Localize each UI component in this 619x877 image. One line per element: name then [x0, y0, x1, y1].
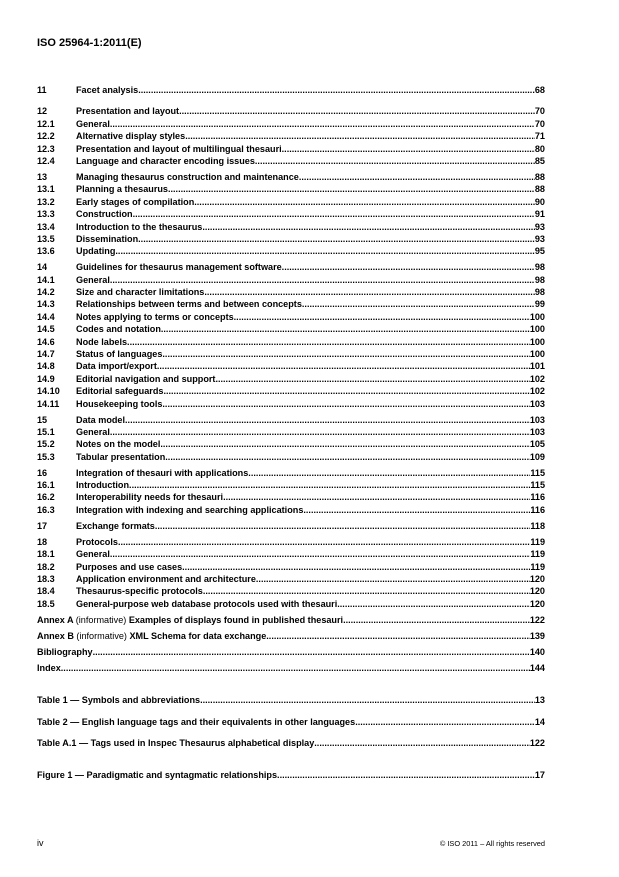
toc-entry-page: 98 — [534, 262, 545, 273]
page-number: iv — [37, 838, 44, 848]
dot-leader — [223, 491, 530, 503]
toc-entry-title: Guidelines for thesaurus management software — [76, 262, 282, 273]
spacer — [37, 96, 545, 105]
dot-leader — [248, 467, 530, 479]
toc-entry-page: 103 — [529, 414, 545, 425]
toc-entry-number: 14.9 — [37, 373, 55, 384]
dot-leader — [165, 451, 530, 463]
toc-entry-page: 93 — [534, 221, 545, 232]
toc-entry-title: Language and character encoding issues — [76, 155, 255, 166]
toc-entry[interactable] — [37, 171, 545, 183]
dot-leader — [256, 573, 530, 585]
dot-leader — [343, 614, 530, 626]
toc-entry[interactable] — [37, 414, 545, 426]
toc-entry-title: Status of languages — [76, 349, 163, 359]
dot-leader — [110, 548, 530, 560]
toc-entry-number: 18.5 — [37, 598, 55, 609]
dot-leader — [133, 208, 535, 220]
toc-entry[interactable] — [37, 286, 545, 298]
toc-entry-title: Notes on the model — [76, 439, 161, 450]
toc-entry-page: 71 — [534, 131, 545, 142]
toc-entry-title: General-purpose web database protocols used with thesauri — [76, 598, 338, 609]
dot-leader — [200, 694, 535, 706]
toc-entry-title: Data import/export — [76, 361, 157, 372]
toc-entry[interactable] — [37, 130, 545, 142]
annex-title: Examples of displays found in published thesauri — [128, 614, 344, 625]
dot-leader — [138, 84, 535, 96]
toc-entry[interactable] — [37, 438, 545, 450]
toc-entry[interactable] — [37, 84, 545, 96]
toc-entry-title: Introduction — [76, 480, 130, 491]
toc-entry-page: 116 — [530, 504, 545, 515]
toc-entry[interactable] — [37, 573, 545, 585]
toc-entry-number: 17 — [37, 520, 48, 531]
toc-entry-title: Updating — [76, 246, 116, 257]
back-matter-entry[interactable] — [37, 662, 545, 674]
toc-entry-page: 120 — [529, 574, 545, 585]
dot-leader — [125, 414, 530, 426]
table-title: Table 2 — English language tags and their equivalents in other languages — [37, 716, 356, 727]
toc-entry[interactable] — [37, 398, 545, 410]
annex-entry[interactable] — [37, 614, 545, 626]
figure-title: Figure 1 — Paradigmatic and syntagmatic relationships — [37, 770, 278, 781]
dot-leader — [127, 336, 530, 348]
annex-kind: (informative) — [76, 630, 127, 641]
toc-entry-number: 14.8 — [37, 361, 55, 372]
dot-leader — [255, 155, 535, 167]
table-of-contents — [37, 84, 545, 782]
dot-leader — [93, 646, 530, 658]
toc-entry[interactable] — [37, 323, 545, 335]
dot-leader — [129, 479, 530, 491]
toc-entry[interactable] — [37, 274, 545, 286]
toc-entry-number: 18.4 — [37, 586, 55, 597]
dot-leader — [266, 630, 530, 642]
toc-entry-page: 102 — [529, 386, 545, 397]
toc-entry-page: 98 — [534, 274, 545, 285]
dot-leader — [303, 504, 530, 516]
dot-leader — [355, 716, 535, 728]
dot-leader — [182, 561, 530, 573]
dot-leader — [155, 520, 530, 532]
toc-entry-number: 16.2 — [37, 492, 55, 503]
dot-leader — [234, 311, 530, 323]
dot-leader — [337, 598, 530, 610]
dot-leader — [110, 118, 535, 130]
dot-leader — [162, 348, 529, 360]
toc-entry-page: 90 — [534, 196, 545, 207]
back-matter-title: Index — [37, 662, 61, 673]
toc-entry-title: Application environment and architecture — [76, 574, 256, 585]
back-matter-page: 144 — [529, 662, 545, 673]
toc-entry[interactable] — [37, 143, 545, 155]
toc-entry-number: 14.5 — [37, 324, 55, 335]
toc-entry-title: Codes and notation — [76, 324, 161, 335]
toc-entry[interactable] — [37, 311, 545, 323]
annex-entry[interactable] — [37, 630, 545, 642]
toc-entry-title: Integration of thesauri with applications — [76, 467, 249, 478]
toc-entry[interactable] — [37, 491, 545, 503]
toc-entry-title: Facet analysis — [76, 85, 139, 95]
toc-entry-number: 14.2 — [37, 287, 55, 298]
dot-leader — [215, 373, 529, 385]
toc-entry-title: Data model — [76, 414, 126, 425]
toc-entry-number: 14.7 — [37, 349, 55, 359]
spacer — [37, 707, 545, 716]
toc-entry-number: 15.3 — [37, 451, 55, 462]
toc-entry-title: Housekeeping tools — [76, 398, 163, 409]
toc-entry-page: 119 — [530, 561, 545, 572]
dot-leader — [110, 426, 530, 438]
dot-leader — [118, 536, 530, 548]
dot-leader — [138, 233, 535, 245]
toc-entry-title: Relationships between terms and between concepts — [76, 299, 302, 310]
toc-entry[interactable] — [37, 261, 545, 273]
toc-entry[interactable] — [37, 451, 545, 463]
toc-entry[interactable] — [37, 221, 545, 233]
toc-entry-number: 15.1 — [37, 426, 55, 437]
toc-entry-page: 91 — [534, 209, 545, 220]
toc-entry[interactable] — [37, 105, 545, 117]
toc-entry-title: Size and character limitations — [76, 287, 205, 298]
table-page: 122 — [529, 737, 545, 748]
toc-entry-title: Editorial safeguards — [76, 386, 164, 397]
toc-entry-page: 100 — [529, 336, 545, 347]
toc-entry[interactable] — [37, 196, 545, 208]
dot-leader — [157, 360, 530, 372]
toc-entry-page: 100 — [529, 311, 545, 322]
toc-entry-page: 70 — [534, 106, 545, 117]
annex-entry-page: 122 — [529, 614, 545, 625]
toc-entry[interactable] — [37, 183, 545, 195]
dot-leader — [277, 769, 535, 781]
table-title: Table 1 — Symbols and abbreviations — [37, 695, 201, 706]
toc-entry[interactable] — [37, 548, 545, 560]
document-id-header: ISO 25964-1:2011(E) — [37, 37, 142, 49]
toc-entry-page: 115 — [530, 480, 545, 491]
toc-entry-number: 16 — [37, 467, 48, 478]
toc-entry[interactable] — [37, 504, 545, 516]
toc-entry[interactable] — [37, 208, 545, 220]
toc-entry-number: 12.3 — [37, 143, 55, 154]
toc-entry-number: 18 — [37, 536, 48, 547]
toc-entry-title: Thesaurus-specific protocols — [76, 586, 203, 597]
toc-entry[interactable] — [37, 155, 545, 167]
toc-entry-page: 109 — [529, 451, 545, 462]
dot-leader — [314, 737, 530, 749]
toc-entry-page: 99 — [534, 299, 545, 310]
dot-leader — [163, 385, 529, 397]
toc-entry-page: 101 — [529, 361, 545, 372]
toc-entry-number: 11 — [37, 85, 47, 95]
toc-entry[interactable] — [37, 118, 545, 130]
toc-entry-page: 88 — [534, 171, 545, 182]
spacer — [37, 749, 545, 769]
toc-entry-page: 120 — [529, 586, 545, 597]
toc-entry-page: 88 — [534, 184, 545, 195]
toc-entry[interactable] — [37, 598, 545, 610]
toc-entry-title: Tabular presentation — [76, 451, 166, 462]
toc-entry-page: 102 — [529, 373, 545, 384]
toc-entry-title: General — [76, 549, 110, 560]
toc-entry-title: Purposes and use cases — [76, 561, 183, 572]
annex-entry-title — [37, 630, 266, 642]
toc-entry-number: 16.3 — [37, 504, 55, 515]
dot-leader — [160, 438, 529, 450]
figure-list-entry[interactable] — [37, 769, 545, 781]
toc-entry-title: Presentation and layout of multilingual thesauri — [76, 143, 282, 154]
dot-leader — [204, 286, 535, 298]
toc-entry-page: 68 — [534, 85, 545, 95]
toc-entry-title: Managing thesaurus construction and maintenance — [76, 171, 299, 182]
dot-leader — [179, 105, 535, 117]
annex-label: Annex A — [37, 614, 74, 625]
toc-entry-number: 18.2 — [37, 561, 55, 572]
toc-entry-page: 100 — [529, 349, 545, 359]
spacer — [37, 674, 545, 694]
toc-entry[interactable] — [37, 479, 545, 491]
toc-entry-page: 100 — [529, 324, 545, 335]
toc-entry-title: Dissemination — [76, 233, 139, 244]
toc-entry[interactable] — [37, 336, 545, 348]
toc-entry-number: 18.1 — [37, 549, 55, 560]
toc-entry-number: 14.11 — [37, 398, 60, 409]
toc-entry-number: 13 — [37, 171, 48, 182]
toc-entry-page: 103 — [529, 398, 545, 409]
toc-entry[interactable] — [37, 233, 545, 245]
toc-entry-page: 70 — [534, 118, 545, 129]
toc-entry-page: 93 — [534, 233, 545, 244]
toc-entry-title: Notes applying to terms or concepts — [76, 311, 234, 322]
back-matter-page: 140 — [529, 646, 545, 657]
toc-entry[interactable] — [37, 348, 545, 360]
toc-entry[interactable] — [37, 245, 545, 257]
dot-leader — [115, 245, 534, 257]
toc-entry[interactable] — [37, 373, 545, 385]
toc-entry-page: 119 — [530, 549, 545, 560]
toc-entry[interactable] — [37, 585, 545, 597]
toc-entry-page: 115 — [530, 467, 545, 478]
dot-leader — [202, 221, 535, 233]
toc-entry[interactable] — [37, 467, 545, 479]
toc-entry-number: 14.6 — [37, 336, 55, 347]
toc-entry-number: 14.10 — [37, 386, 60, 397]
table-list-entry[interactable] — [37, 716, 545, 728]
table-title: Table A.1 — Tags used in Inspec Thesaurus alphabetical display — [37, 737, 315, 748]
toc-entry-number: 13.2 — [37, 196, 55, 207]
toc-entry[interactable] — [37, 520, 545, 532]
toc-entry-title: Construction — [76, 209, 133, 220]
back-matter-entry[interactable] — [37, 646, 545, 658]
toc-entry-title: Node labels — [76, 336, 128, 347]
toc-entry-number: 16.1 — [37, 480, 55, 491]
annex-kind: (informative) — [75, 614, 127, 625]
toc-entry[interactable] — [37, 426, 545, 438]
toc-entry-number: 13.5 — [37, 233, 55, 244]
dot-leader — [302, 298, 535, 310]
annex-entry-title — [37, 614, 343, 626]
toc-entry-number: 13.4 — [37, 221, 55, 232]
toc-entry-title: General — [76, 274, 110, 285]
toc-entry-page: 119 — [530, 536, 545, 547]
toc-entry[interactable] — [37, 385, 545, 397]
toc-entry[interactable] — [37, 561, 545, 573]
toc-entry-number: 14.4 — [37, 311, 55, 322]
toc-entry[interactable] — [37, 360, 545, 372]
toc-entry-title: Editorial navigation and support — [76, 373, 216, 384]
toc-entry-page: 103 — [529, 426, 545, 437]
toc-entry-page: 120 — [529, 598, 545, 609]
figure-page: 17 — [534, 770, 545, 781]
toc-entry-number: 12.1 — [37, 118, 55, 129]
toc-entry-title: Protocols — [76, 536, 118, 547]
toc-entry-page: 85 — [534, 155, 545, 166]
back-matter-title: Bibliography — [37, 646, 93, 657]
toc-entry[interactable] — [37, 536, 545, 548]
toc-entry-number: 14.1 — [37, 274, 55, 285]
toc-entry-number: 12 — [37, 106, 48, 117]
table-list-entry[interactable] — [37, 694, 545, 706]
dot-leader — [203, 585, 530, 597]
annex-label: Annex B — [37, 630, 74, 641]
dot-leader — [282, 143, 535, 155]
toc-entry-title: Exchange formats — [76, 520, 155, 531]
spacer — [37, 728, 545, 737]
toc-entry-title: General — [76, 118, 110, 129]
copyright-notice: © ISO 2011 – All rights reserved — [439, 839, 545, 848]
toc-entry-number: 14 — [37, 262, 48, 273]
toc-entry-page: 98 — [534, 287, 545, 298]
toc-entry-number: 13.1 — [37, 184, 55, 195]
toc-entry-number: 14.3 — [37, 299, 55, 310]
toc-entry-page: 116 — [530, 492, 545, 503]
toc-entry-title: General — [76, 426, 110, 437]
dot-leader — [161, 323, 530, 335]
toc-entry-number: 13.3 — [37, 209, 55, 220]
toc-entry-number: 13.6 — [37, 246, 55, 257]
table-list-entry[interactable] — [37, 737, 545, 749]
toc-entry-number: 12.2 — [37, 131, 55, 142]
toc-entry-title: Early stages of compilation — [76, 196, 195, 207]
toc-entry-number: 18.3 — [37, 574, 55, 585]
toc-entry-title: Planning a thesaurus — [76, 184, 168, 195]
dot-leader — [282, 261, 535, 273]
table-page: 13 — [534, 695, 545, 706]
dot-leader — [194, 196, 535, 208]
toc-entry-page: 105 — [529, 439, 545, 450]
toc-entry[interactable] — [37, 298, 545, 310]
annex-title: XML Schema for data exchange — [129, 630, 267, 641]
dot-leader — [168, 183, 535, 195]
annex-entry-page: 139 — [529, 630, 545, 641]
toc-entry-title: Introduction to the thesaurus — [76, 221, 203, 232]
toc-entry-number: 12.4 — [37, 155, 55, 166]
toc-entry-number: 15.2 — [37, 439, 55, 450]
toc-entry-page: 95 — [534, 246, 545, 257]
toc-entry-title: Alternative display styles — [76, 131, 186, 142]
toc-entry-title: Integration with indexing and searching applications — [76, 504, 304, 515]
dot-leader — [61, 662, 530, 674]
toc-entry-page: 80 — [534, 143, 545, 154]
dot-leader — [185, 130, 535, 142]
toc-entry-number: 15 — [37, 414, 48, 425]
table-page: 14 — [534, 716, 545, 727]
toc-entry-page: 118 — [530, 520, 545, 531]
toc-entry-title: Interoperability needs for thesauri — [76, 492, 224, 503]
toc-entry-title: Presentation and layout — [76, 106, 180, 117]
dot-leader — [110, 274, 535, 286]
dot-leader — [162, 398, 529, 410]
dot-leader — [299, 171, 535, 183]
